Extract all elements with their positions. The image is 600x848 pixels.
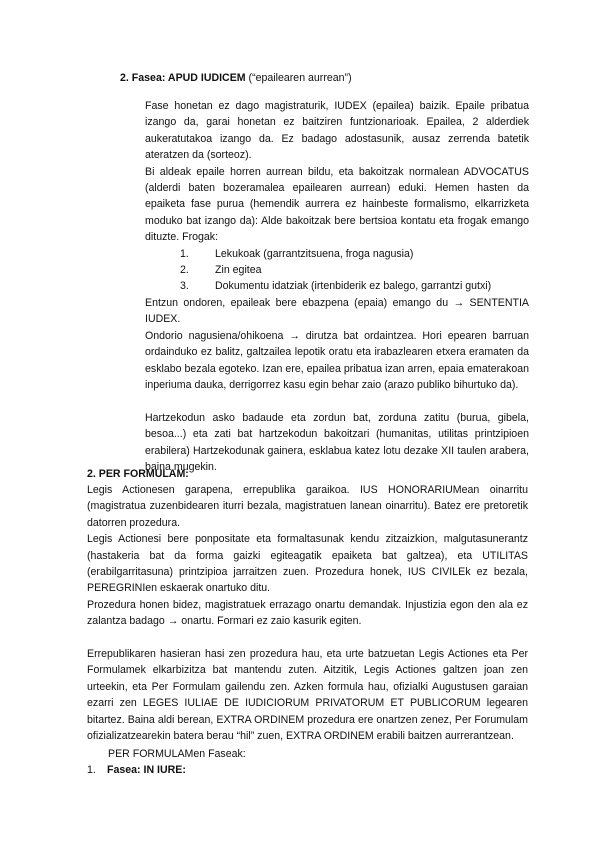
per-formulam-heading: 2. PER FORMULAM:	[87, 468, 189, 480]
fase1-label: Fasea: IN IURE:	[107, 764, 186, 776]
paragraph-utilitas: Legis Actionesi bere ponpositate eta formaltasunak kendu zitzaizkion, malgutasunerantz (hastakeria bat da forma gaizki egiteagatik epaiketa bat galtzea), eta UTILITAS (erabilgarritasuna) printzipioa jarraitzen zuen. Prozedura honek, IUS CIVILEk ez bezala, PEREGRINIen eskaerak onartuko ditu.	[87, 533, 528, 595]
per-formulam-section	[87, 482, 528, 744]
proofs-list	[145, 246, 529, 295]
paragraph-gap	[87, 630, 528, 646]
fase1-number: 1.	[87, 764, 96, 776]
paragraph-sententia: Entzun ondoren, epaileak bere ebazpena (epaia) emango du → SENTENTIA IUDEX.	[145, 296, 529, 326]
paragraph-gap	[145, 393, 529, 409]
list-item-number: 3.	[180, 280, 189, 293]
paragraph-hartzekodun: Hartzekodun asko badaude eta zordun bat, zorduna zatitu (burua, gibela, besoa...) eta zati bat hartzekodun bakoitzari (humanitas, utilitas printzipioen erabilera) Hartzekodunak gainera, esklabua katez lotu dezake XII taulen arabera, baina mugekin.	[145, 411, 529, 473]
paragraph-garapena: Legis Actionesen garapena, errepublika garaikoa. IUS HONORARIUMean oinarritu (magistratua zuzenbidearen iturri bezala, magistratuen lanean oinarritu). Batez ere pretoretik datorren prozedura.	[87, 484, 528, 529]
list-item	[145, 246, 529, 262]
list-item-text: Zin egitea	[215, 264, 262, 277]
list-item-text: Dokumentu idatziak (irtenbiderik ez balego, garrantzi gutxi)	[215, 280, 492, 293]
fase1-heading	[87, 762, 387, 778]
paragraph-demandak: Prozedura honen bidez, magistratuek errazago onartu demandak. Injustizia egon den ala ez zalantza badago → onartu. Formari ez zaio kasurik egiten.	[87, 598, 528, 628]
heading-gloss: (“epailearen aurrean”)	[245, 72, 352, 84]
apud-iudicem-heading	[120, 70, 520, 86]
paragraph-ondorioa: Ondorio nagusiena/ohikoena → dirutza bat ordaintzea. Hori epearen barruan ordainduko ez balitz, galtzailea lepotik oratu eta irabazlearen etxera eramaten da esklabo bezala egoteko. Izan ere, epailea pribatua izan arren, epaia ematerakoan inperiuma dauka, derrigorrez kasu egin behar zaio (arazo publiko bihurtuko da).	[145, 329, 529, 391]
list-item-number: 2.	[180, 264, 189, 277]
paragraph-errepublika: Errepublikaren hasieran hasi zen prozedura hau, eta urte batzuetan Legis Actiones eta Per Formulamek elkarbizitza bat mantendu zuten. Aitzitik, Legis Actiones galtzen joan zen urteekin, eta Per Formulam gailendu zen. Azken formula hau, ofizialki Augustusen garaian ezarri zen LEGES IULIAE DE IUDICIORUM PRIVATORUM ET PUBLICORUM legearen bitartez. Baina aldi berean, EXTRA ORDINEM prozedura ere onartzen zenez, Per Forumulam ofizializatzearekin batera berau “hil” zuen, EXTRA ORDINEM erabili baitzen aurrerantzean.	[87, 648, 528, 743]
paragraph-epailea: Fase honetan ez dago magistraturik, IUDEX (epailea) baizik. Epaile pribatua izango da, garai honetan ez baitziren funtzionarioak. Epailea, 2 alderdiek aukeratutakoa izango da. Ez badago adostasunik, ausaz zerrenda batetik ateratzen da (sorteoz).	[145, 100, 529, 162]
faseak-title: PER FORMULAMen Faseak:	[108, 748, 246, 760]
list-item	[145, 262, 529, 278]
list-item-number: 1.	[180, 247, 189, 260]
paragraph-advocatus: Bi aldeak epaile horren aurrean bildu, eta bakoitzak normalean ADVOCATUS (alderdi baten bozeramalea epailearen aurrean) eduki. Hemen hasten da epaiketa fase purua (hemendik aurrera ez hainbeste formalismo, elkarrizketa moduko bat izango da): Alde bakoitzak bere bertsioa kontatu eta frogak emango dituzte. Frogak:	[145, 165, 529, 244]
apud-iudicem-section	[145, 98, 529, 475]
list-item	[145, 278, 529, 294]
heading-number: 2.	[120, 72, 129, 84]
list-item-text: Lekukoak (garrantzitsuena, froga nagusia)	[215, 247, 414, 260]
heading-label: Fasea: APUD IUDICEM	[131, 72, 246, 84]
